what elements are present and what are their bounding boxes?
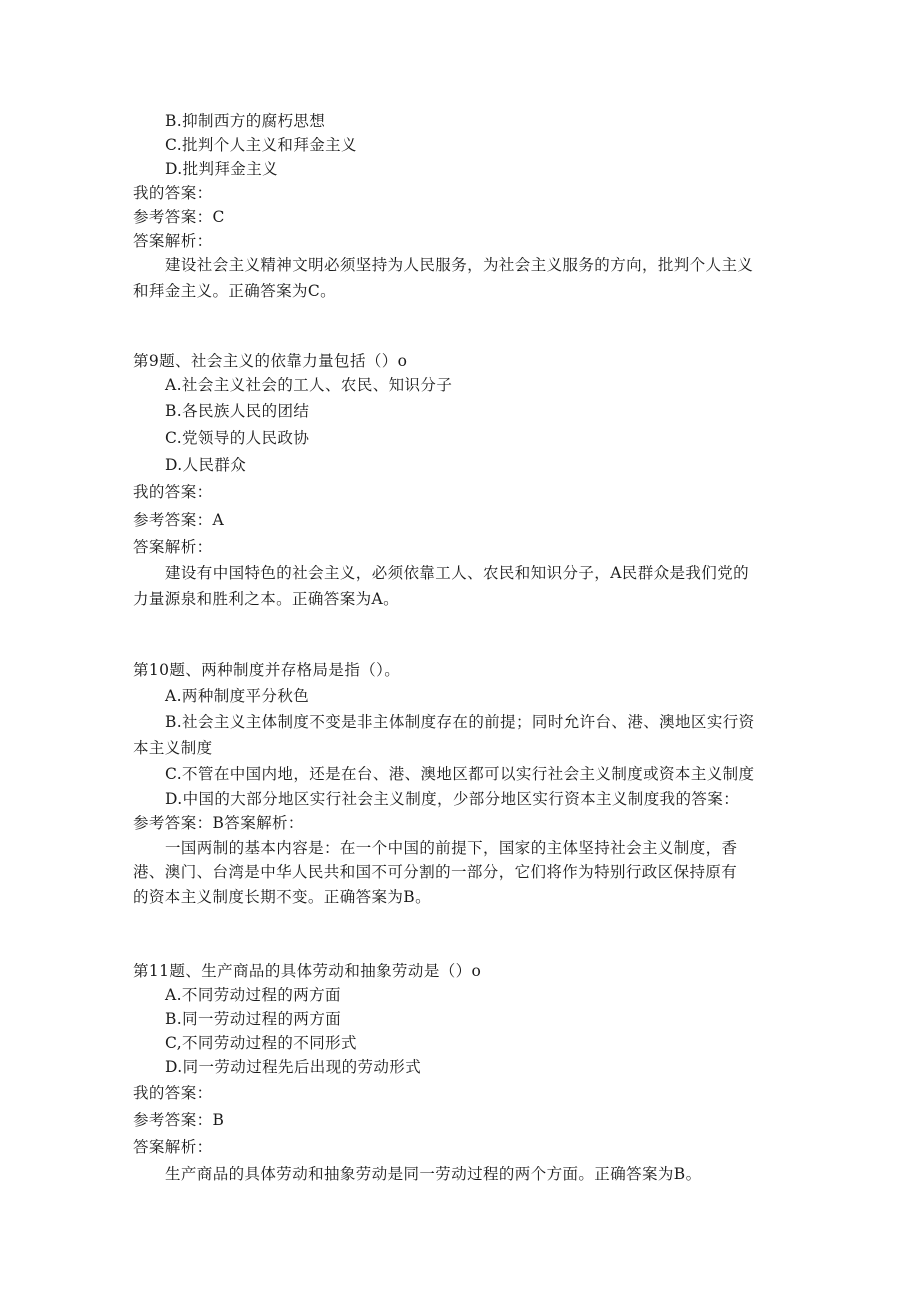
q8-option-d: D.批判拜金主义 (165, 160, 279, 178)
q11-title: 第11题、生产商品的具体劳动和抽象劳动是（）o (133, 962, 482, 980)
q9-explanation-line-2: 力量源泉和胜利之本。正确答案为A。 (133, 590, 399, 608)
q8-explanation-label: 答案解析： (133, 232, 213, 250)
q10-title: 第10题、两种制度并存格局是指（）。 (133, 661, 401, 679)
q11-reference-answer: 参考答案：B (133, 1111, 225, 1129)
q8-my-answer: 我的答案： (133, 184, 213, 202)
q9-explanation-label: 答案解析： (133, 538, 213, 556)
q11-explanation-line-1: 生产商品的具体劳动和抽象劳动是同一劳动过程的两个方面。正确答案为B。 (165, 1165, 702, 1183)
q10-option-d: D.中国的大部分地区实行社会主义制度，少部分地区实行资本主义制度我的答案： (165, 790, 740, 808)
q11-explanation-label: 答案解析： (133, 1138, 213, 1156)
q8-explanation-line-2: 和拜金主义。正确答案为C。 (133, 282, 337, 300)
q9-reference-answer: 参考答案：A (133, 511, 225, 529)
q8-reference-answer: 参考答案：C (133, 208, 225, 226)
q8-explanation-line-1: 建设社会主义精神文明必须坚持为人民服务，为社会主义服务的方向，批判个人主义 (165, 256, 754, 274)
q11-option-b: B.同一劳动过程的两方面 (165, 1010, 342, 1028)
q9-option-c: C.党领导的人民政协 (165, 429, 310, 447)
q9-option-d: D.人民群众 (165, 456, 247, 474)
q10-explanation-line-2: 港、澳门、台湾是中华人民共和国不可分割的一部分，它们将作为特别行政区保持原有 (133, 863, 738, 881)
q9-option-b: B.各民族人民的团结 (165, 402, 310, 420)
q10-option-b: B.社会主义主体制度不变是非主体制度存在的前提；同时允许台、港、澳地区实行资 (165, 713, 755, 731)
q10-explanation-line-3: 的资本主义制度长期不变。正确答案为B。 (133, 888, 431, 906)
q10-option-c: C.不管在中国内地，还是在台、港、澳地区都可以实行社会主义制度或资本主义制度 (165, 765, 755, 783)
q10-option-a: A.两种制度平分秋色 (165, 687, 310, 705)
q10-option-b-continued: 本主义制度 (133, 739, 213, 757)
q8-option-b: B.抑制西方的腐朽思想 (165, 112, 326, 130)
q10-reference-answer: 参考答案：B答案解析： (133, 814, 304, 832)
q11-option-d: D.同一劳动过程先后出现的劳动形式 (165, 1058, 422, 1076)
q9-title: 第9题、社会主义的依靠力量包括（）o (133, 352, 408, 370)
q11-option-c: C,不同劳动过程的不同形式 (165, 1034, 357, 1052)
q9-option-a: A.社会主义社会的工人、农民、知识分子 (165, 376, 453, 394)
q11-option-a: A.不同劳动过程的两方面 (165, 986, 341, 1004)
q9-my-answer: 我的答案： (133, 483, 213, 501)
q8-option-c: C.批判个人主义和拜金主义 (165, 136, 357, 154)
q9-explanation-line-1: 建设有中国特色的社会主义，必须依靠工人、农民和知识分子，A民群众是我们党的 (165, 564, 749, 582)
q11-my-answer: 我的答案： (133, 1084, 213, 1102)
q10-explanation-line-1: 一国两制的基本内容是：在一个中国的前提下，国家的主体坚持社会主义制度，香 (165, 839, 738, 857)
